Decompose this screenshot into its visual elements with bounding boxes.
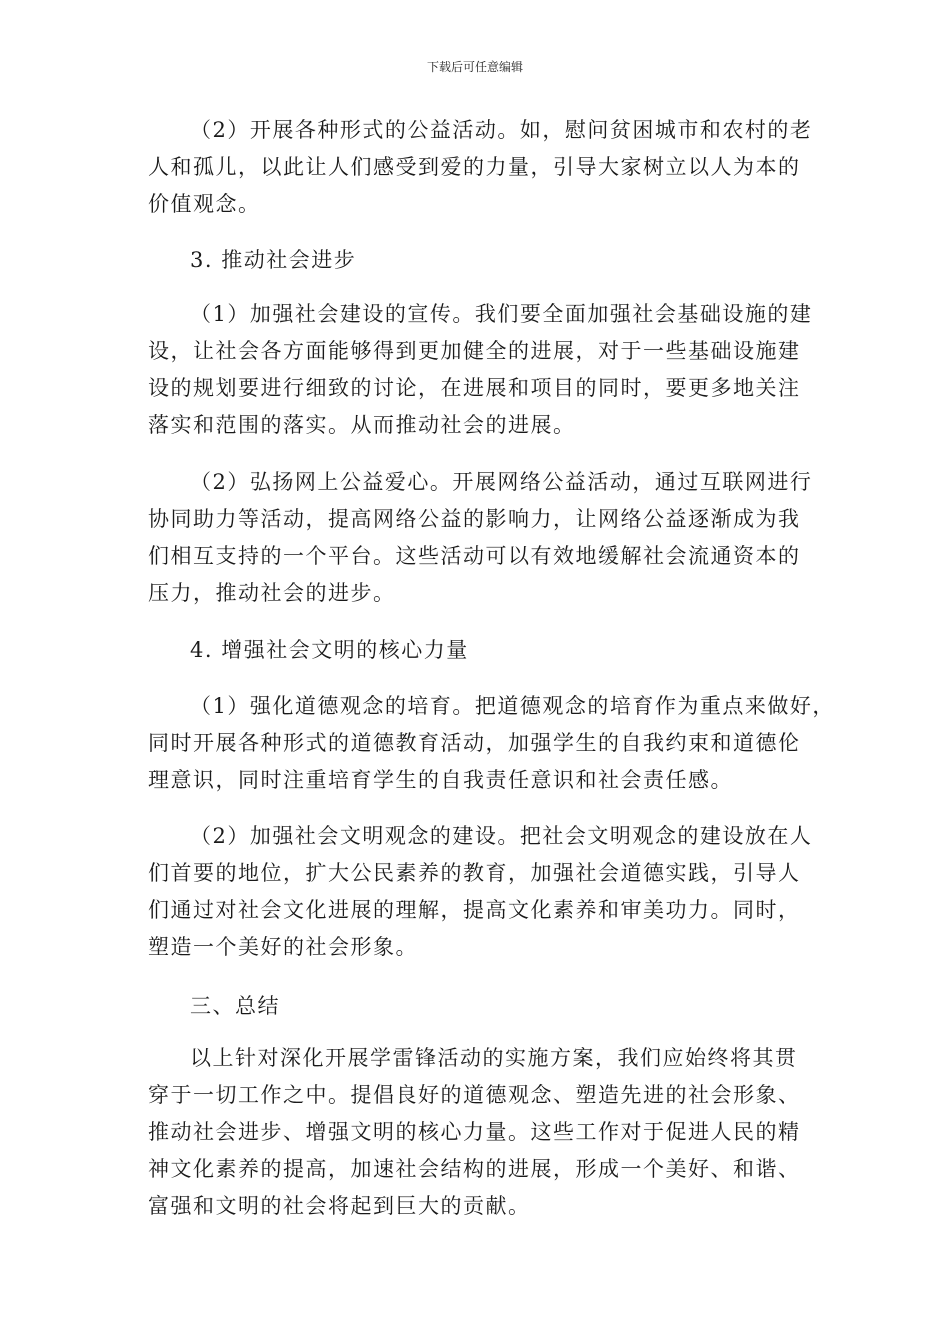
text-line: 设，让社会各方面能够得到更加健全的进展，对于一些基础设施建 [148, 339, 801, 363]
text-line: （2）弘扬网上公益爱心。开展网络公益活动，通过互联网进行 [190, 470, 813, 494]
text-line: 协同助力等活动，提高网络公益的影响力，让网络公益逐渐成为我 [148, 507, 801, 531]
text-line: 压力，推动社会的进步。 [148, 581, 396, 605]
text-line: （1）强化道德观念的培育。把道德观念的培育作为重点来做好， [190, 694, 835, 718]
paragraph-online-welfare [148, 464, 813, 612]
paragraph-social-construction [148, 296, 813, 444]
text-line: （2）开展各种形式的公益活动。如，慰问贫困城市和农村的老 [190, 118, 813, 142]
text-line: （1）加强社会建设的宣传。我们要全面加强社会基础设施的建 [190, 302, 813, 326]
paragraph-civilization-concepts [148, 818, 813, 966]
page-header-note: 下载后可任意编辑 [426, 60, 523, 74]
text-line: 同时开展各种形式的道德教育活动，加强学生的自我约束和道德伦 [148, 731, 801, 755]
paragraph-public-welfare-activities [148, 112, 813, 223]
text-line: 们首要的地位，扩大公民素养的教育，加强社会道德实践，引导人 [148, 861, 801, 885]
text-line: 们相互支持的一个平台。这些活动可以有效地缓解社会流通资本的 [148, 544, 801, 568]
text-line: 设的规划要进行细致的讨论，在进展和项目的同时，要更多地关注 [148, 376, 801, 400]
text-line: 塑造一个美好的社会形象。 [148, 935, 418, 959]
text-line: 以上针对深化开展学雷锋活动的实施方案，我们应始终将其贯 [190, 1046, 798, 1070]
text-line: 们通过对社会文化进展的理解，提高文化素养和审美功力。同时， [148, 898, 801, 922]
text-line: 理意识，同时注重培育学生的自我责任意识和社会责任感。 [148, 768, 733, 792]
text-line: 价值观念。 [148, 192, 261, 216]
text-line: 落实和范围的落实。从而推动社会的进展。 [148, 413, 576, 437]
text-line: （2）加强社会文明观念的建设。把社会文明观念的建设放在人 [190, 824, 813, 848]
paragraph-moral-education [148, 688, 835, 799]
section-heading-3: 3. 推动社会进步 [190, 248, 357, 272]
section-heading-4: 4. 增强社会文明的核心力量 [190, 638, 469, 662]
text-line: 穿于一切工作之中。提倡良好的道德观念、塑造先进的社会形象、 [148, 1083, 801, 1107]
text-line: 人和孤儿，以此让人们感受到爱的力量，引导大家树立以人为本的 [148, 155, 801, 179]
text-line: 神文化素养的提高，加速社会结构的进展，形成一个美好、和谐、 [148, 1157, 801, 1181]
paragraph-summary [148, 1040, 808, 1225]
text-line: 推动社会进步、增强文明的核心力量。这些工作对于促进人民的精 [148, 1120, 801, 1144]
text-line: 富强和文明的社会将起到巨大的贡献。 [148, 1194, 531, 1218]
section-heading-summary: 三、总结 [190, 994, 280, 1018]
